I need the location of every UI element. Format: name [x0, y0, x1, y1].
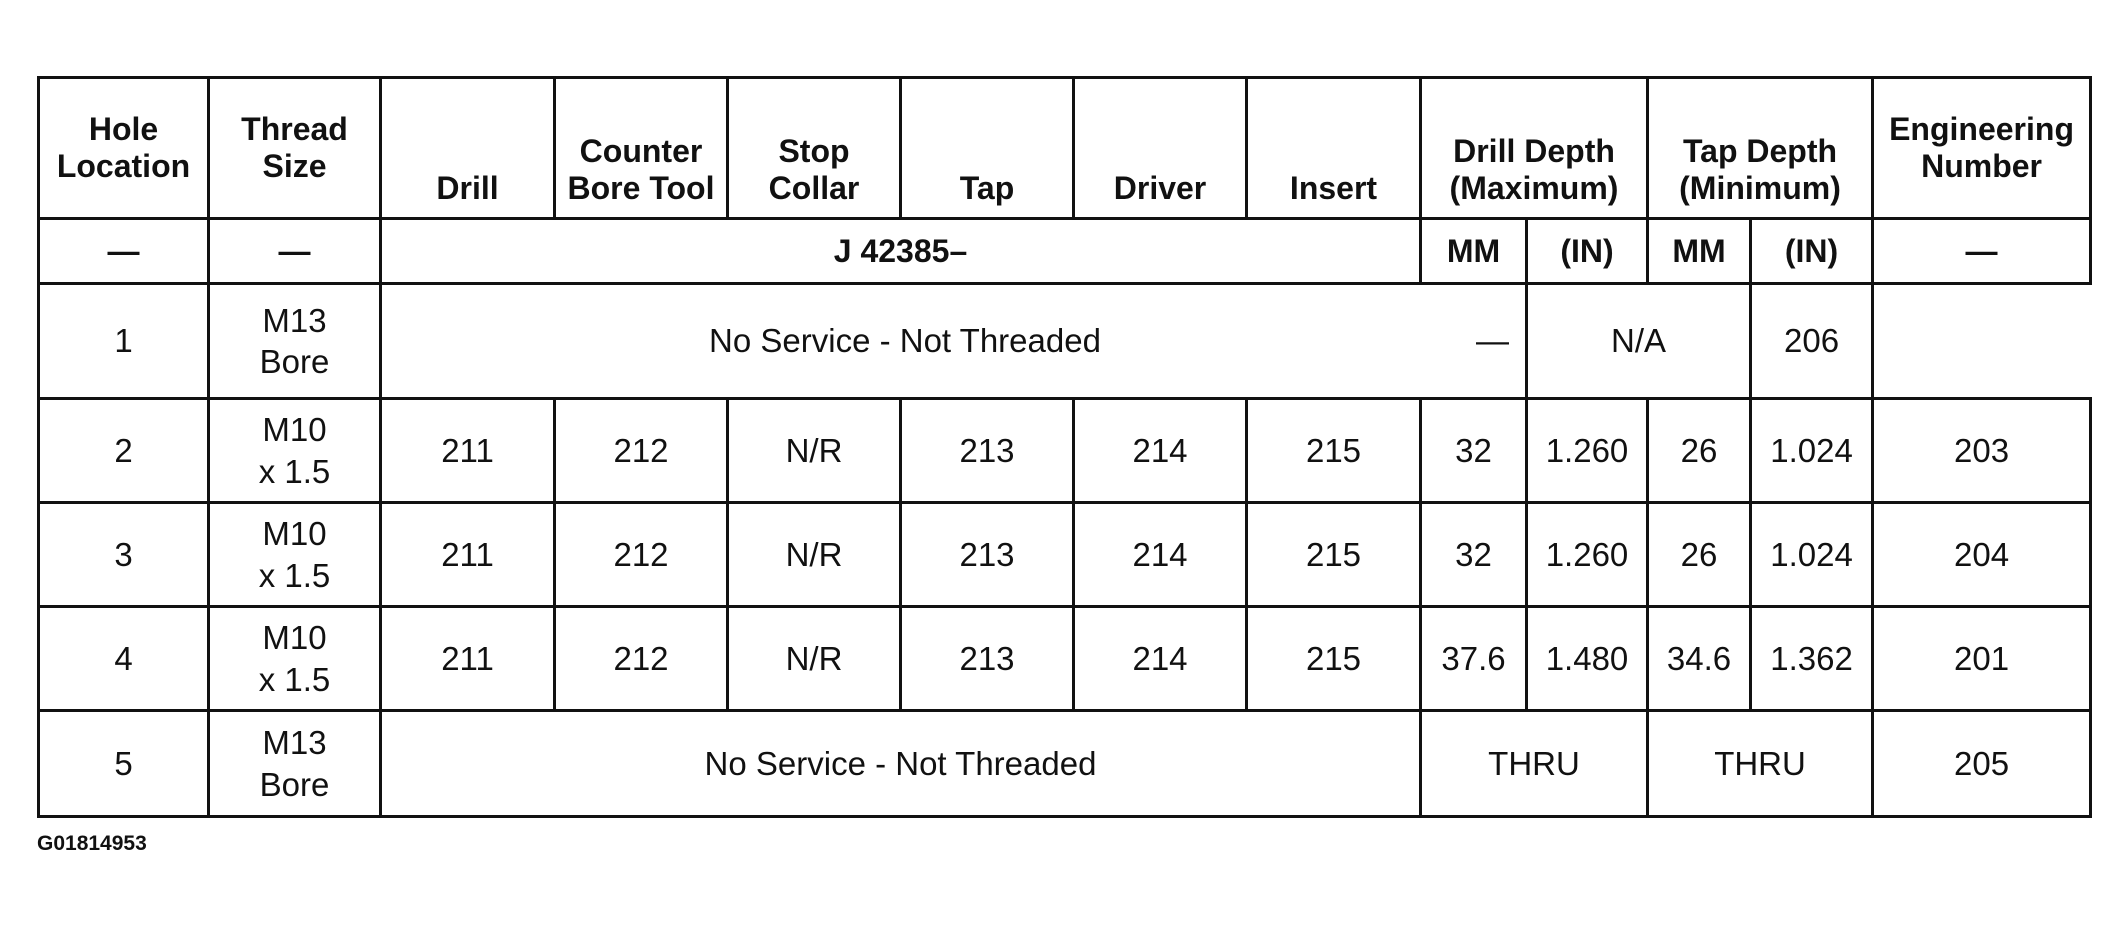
tool-specification-table: [37, 76, 2092, 818]
engineering-number-cell: 201: [1873, 607, 2091, 711]
thread-size-line: M10: [262, 411, 327, 449]
thread-size-line: M13: [262, 724, 327, 762]
hole-location-cell: 4: [39, 607, 209, 711]
subheader-tap-mm: MM: [1648, 219, 1751, 284]
thread-size-line: x 1.5: [258, 556, 331, 594]
header-driver: Driver: [1074, 78, 1247, 219]
engineering-number-cell: 205: [1873, 711, 2091, 817]
stop-collar-cell: N/R: [728, 503, 901, 607]
table-row: [39, 399, 2091, 503]
drill-depth-in-cell: 1.260: [1527, 399, 1648, 503]
drill-depth-mm-cell: 32: [1421, 503, 1527, 607]
thread-size-cell: [209, 607, 381, 711]
hole-location-cell: 5: [39, 711, 209, 817]
insert-cell: 215: [1247, 503, 1421, 607]
hole-location-cell: 2: [39, 399, 209, 503]
driver-cell: 214: [1074, 503, 1247, 607]
tap-depth-mm-cell: 26: [1648, 399, 1751, 503]
counter-bore-cell: 212: [555, 399, 728, 503]
engineering-number-cell: 206: [1751, 284, 1873, 399]
stop-collar-cell: N/R: [728, 607, 901, 711]
tool-kit-number: J 42385–: [381, 219, 1421, 284]
header-hole-location: Hole Location: [39, 78, 209, 219]
table-row: [39, 503, 2091, 607]
thread-size-line: M10: [262, 515, 327, 553]
tap-depth-in-cell: 1.024: [1751, 503, 1873, 607]
header-insert: Insert: [1247, 78, 1421, 219]
drill-depth-mm-cell: 37.6: [1421, 607, 1527, 711]
table-row: [39, 284, 2091, 399]
counter-bore-cell: 212: [555, 503, 728, 607]
drill-depth-mm-cell: 32: [1421, 399, 1527, 503]
subheader-drill-mm: MM: [1421, 219, 1527, 284]
drill-depth-in-cell: 1.260: [1527, 503, 1648, 607]
engineering-number-cell: 203: [1873, 399, 2091, 503]
subheader-engineering-number: —: [1873, 219, 2091, 284]
thread-size-cell: [209, 284, 381, 399]
tap-depth-mm-cell: 34.6: [1648, 607, 1751, 711]
insert-cell: 215: [1247, 399, 1421, 503]
drill-cell: 211: [381, 399, 555, 503]
counter-bore-cell: 212: [555, 607, 728, 711]
tap-depth-cell: THRU: [1648, 711, 1873, 817]
thread-size-cell: [209, 711, 381, 817]
tap-depth-mm-cell: 26: [1648, 503, 1751, 607]
table-row: [39, 711, 2091, 817]
header-counter-bore-tool: Counter Bore Tool: [555, 78, 728, 219]
thread-size-line: M13: [262, 301, 327, 339]
thread-size-line: Bore: [259, 343, 330, 380]
subheader-thread-size: —: [209, 219, 381, 284]
header-drill: Drill: [381, 78, 555, 219]
thread-size-line: x 1.5: [258, 660, 331, 698]
tap-depth-in-cell: 1.362: [1751, 607, 1873, 711]
header-thread-size: Thread Size: [209, 78, 381, 219]
header-engineering-number: Engineering Number: [1873, 78, 2091, 219]
drill-cell: 211: [381, 503, 555, 607]
hole-location-cell: 1: [39, 284, 209, 399]
header-stop-collar: Stop Collar: [728, 78, 901, 219]
tap-cell: 213: [901, 399, 1074, 503]
drill-depth-value: —: [1476, 322, 1509, 360]
header-row: [39, 78, 2091, 219]
thread-size-cell: [209, 503, 381, 607]
drill-depth-in-cell: 1.480: [1527, 607, 1648, 711]
header-tap-depth: Tap Depth (Minimum): [1648, 78, 1873, 219]
header-tap: Tap: [901, 78, 1074, 219]
header-drill-depth: Drill Depth (Maximum): [1421, 78, 1648, 219]
hole-location-cell: 3: [39, 503, 209, 607]
tap-cell: 213: [901, 607, 1074, 711]
subheader-drill-in: (IN): [1527, 219, 1648, 284]
engineering-number-cell: 204: [1873, 503, 2091, 607]
thread-size-line: Bore: [259, 765, 330, 803]
table-row: [39, 607, 2091, 711]
subheader-tap-in: (IN): [1751, 219, 1873, 284]
tap-depth-in-cell: 1.024: [1751, 399, 1873, 503]
no-service-note: No Service - Not Threaded: [381, 711, 1421, 817]
driver-cell: 214: [1074, 607, 1247, 711]
tap-cell: 213: [901, 503, 1074, 607]
drill-cell: 211: [381, 607, 555, 711]
drill-depth-cell: THRU: [1421, 711, 1648, 817]
subheader-row: [39, 219, 2091, 284]
no-service-note-text: No Service - Not Threaded: [709, 322, 1101, 360]
figure-code: G01814953: [37, 832, 147, 855]
insert-cell: 215: [1247, 607, 1421, 711]
subheader-hole-location: —: [39, 219, 209, 284]
thread-size-line: M10: [262, 619, 327, 657]
stop-collar-cell: N/R: [728, 399, 901, 503]
thread-size-line: x 1.5: [258, 452, 331, 490]
thread-size-cell: [209, 399, 381, 503]
driver-cell: 214: [1074, 399, 1247, 503]
tap-depth-cell: N/A: [1527, 284, 1751, 399]
no-service-note: [381, 284, 1527, 399]
